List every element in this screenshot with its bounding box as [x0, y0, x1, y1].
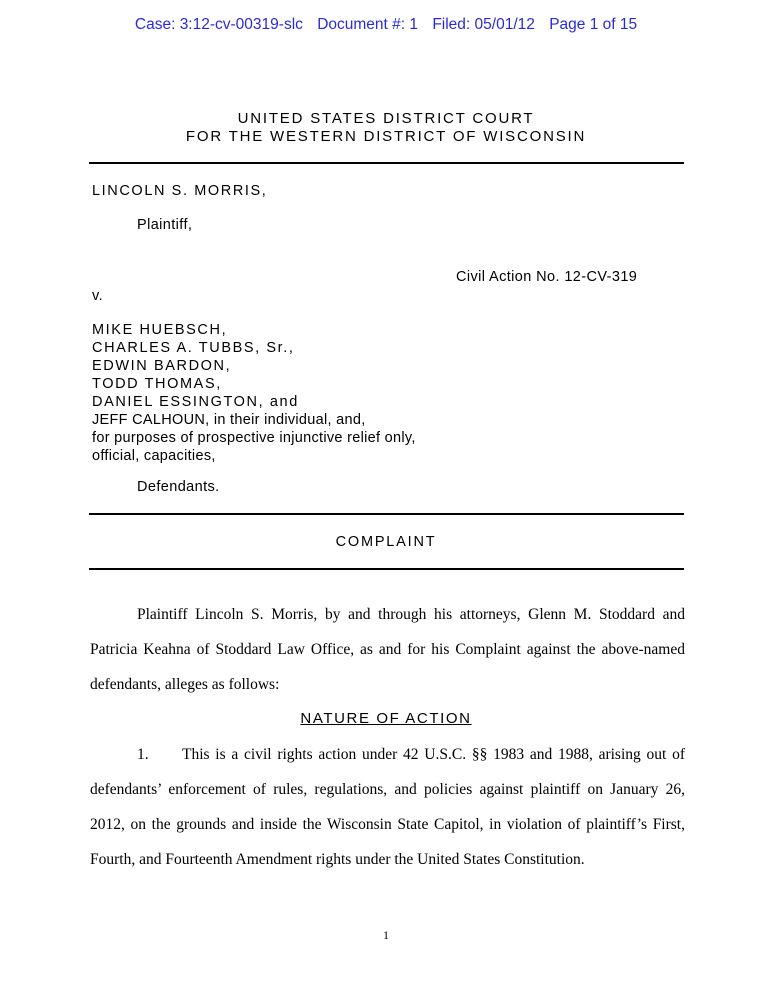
court-name: UNITED STATES DISTRICT COURT: [237, 110, 535, 127]
versus: v.: [92, 288, 104, 304]
section-heading: NATURE OF ACTION: [300, 710, 472, 727]
intro-paragraph: [90, 597, 685, 702]
filed-date: Filed: 05/01/12: [432, 16, 535, 33]
defendants-role: Defendants.: [137, 479, 220, 495]
plaintiff-role: Plaintiff,: [137, 217, 193, 233]
intro-text: Plaintiff Lincoln S. Morris, by and through his attorneys, Glenn M. Stoddard and Patricia Keahna of Stoddard Law Office, as and for his Complaint against the above-named defendants, alleges as follows:: [90, 606, 685, 693]
defendant-line: for purposes of prospective injunctive relief only,: [92, 430, 416, 446]
case-number: Case: 3:12-cv-00319-slc: [134, 16, 303, 33]
document-number: Document #: 1: [317, 16, 419, 33]
defendant-line: CHARLES A. TUBBS, Sr.,: [92, 340, 295, 356]
civil-action-number: Civil Action No. 12-CV-319: [456, 269, 638, 285]
case-header-stamp: [0, 16, 772, 34]
caption-bottom-rule: [89, 568, 684, 570]
defendant-line: TODD THOMAS,: [92, 376, 222, 392]
defendant-line: DANIEL ESSINGTON, and: [92, 394, 299, 410]
caption-top-rule: [89, 162, 684, 164]
court-district: FOR THE WESTERN DISTRICT OF WISCONSIN: [185, 128, 587, 145]
paragraph-text: This is a civil rights action under 42 U.S.C. §§ 1983 and 1988, arising out of defendants’ enforcement of rules, regulations, and policies against plaintiff on January 26, 2012, on the grounds and inside the Wisconsin State Capitol, in violation of plaintiff’s First, Fourth, and Fourteenth Amendment rights under the United States Constitution.: [90, 746, 685, 868]
defendant-line: JEFF CALHOUN, in their individual, and,: [92, 412, 366, 428]
page-count: Page 1 of 15: [549, 16, 638, 33]
defendants-list: [92, 321, 416, 465]
paragraph-number: 1.: [137, 746, 149, 763]
defendant-line: EDWIN BARDON,: [92, 358, 232, 374]
plaintiff-name: LINCOLN S. MORRIS,: [92, 183, 268, 199]
paragraph-1: [90, 737, 685, 877]
defendant-line: official, capacities,: [92, 448, 216, 464]
caption-middle-rule: [89, 513, 684, 515]
page-number: 1: [383, 928, 389, 942]
document-title: COMPLAINT: [335, 534, 437, 550]
defendant-line: MIKE HUEBSCH,: [92, 322, 228, 338]
